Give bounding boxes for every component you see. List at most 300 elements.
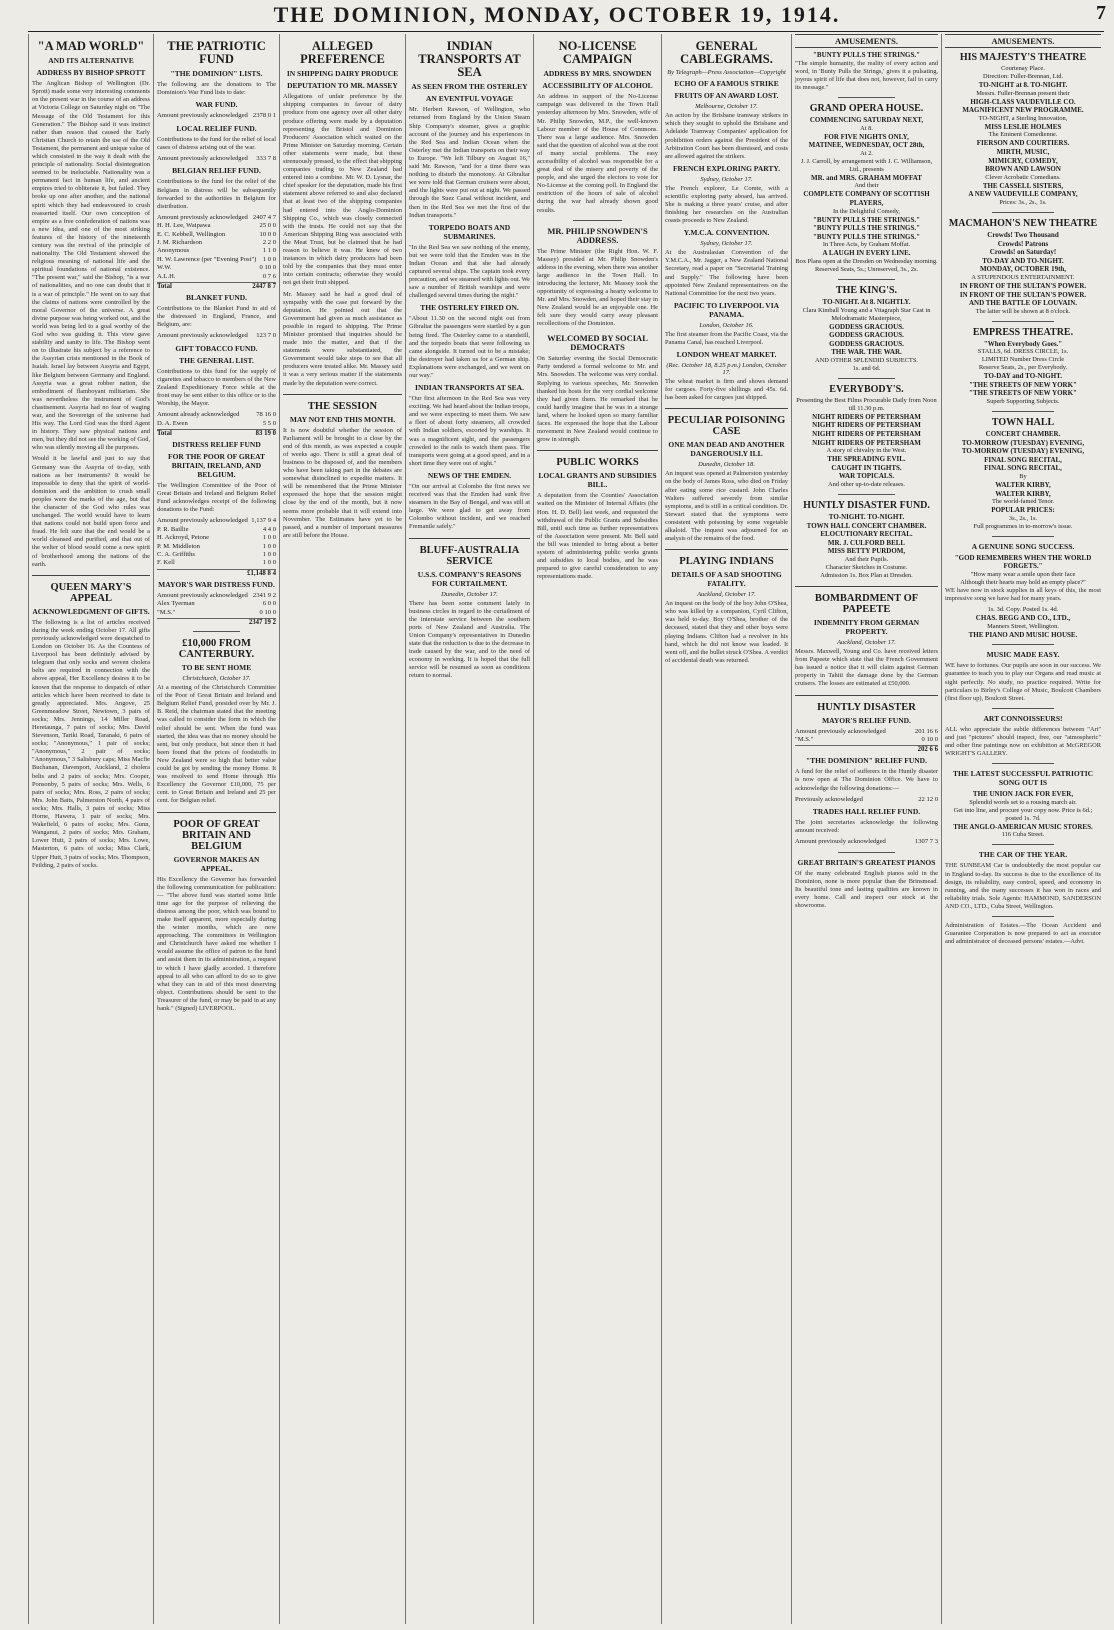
fund-label: Previously acknowledged <box>795 795 863 803</box>
article-body: At the Australasian Convention of the Y.M.C.A., Mr. Jagger, a New Zealand National Secretary, read a paper on "Secretarial Training and Supply." The following have been appointed New Zealand representatives on the National Committee for the next two years. <box>665 249 788 297</box>
divider <box>992 763 1054 764</box>
ad-title-car: THE CAR OF THE YEAR. <box>978 850 1068 860</box>
fund-label: Amount previously acknowledged <box>157 517 248 525</box>
fund-description: A fund for the relief of sufferers in the Huntly disaster is now open at The Dominion Office. We have to acknowledge the following donations:— <box>795 768 938 792</box>
ad-line: MISS BETTY PURDOM, <box>827 547 906 556</box>
subhead-indemnity: INDEMNITY FROM GERMAN PROPERTY. <box>813 618 920 637</box>
fund-label: Amount previously acknowledged <box>795 838 886 846</box>
headline-canterbury: £10,000 FROM CANTERBURY. <box>178 638 255 661</box>
ad-line: TOWN HALL CONCERT CHAMBER. <box>806 521 927 530</box>
divider <box>992 916 1054 917</box>
ad-title-patriotic-song: THE LATEST SUCCESSFUL PATRIOTIC SONG OUT IS <box>952 769 1094 788</box>
subhead-grants-bill: LOCAL GRANTS AND SUBSIDIES BILL. <box>538 471 657 490</box>
article-body: An inquest was opened at Palmerston yesterday on the body of James Ross, who died on Friday after eating some rice custard. John Charles Walters suffered severely from similar symptoms, and is still in a critical condition. Dr. Stewart stated that the symptoms were consistent with poisoning by some vegetable alkaloid. The inquest was adjourned for an analysis of the remains of the food. <box>665 470 789 543</box>
fund-total <box>157 429 276 437</box>
divider <box>795 695 938 696</box>
ad-title-song-success: A GENUINE SONG SUCCESS. <box>971 541 1075 551</box>
ad-body: ALL who appreciate the subtle differences between "Art" and just "pictures" should inspect, free, our "atmospheric" and other fine paintings now on exhibition at McGREGOR WRIGHT'S GALLERY. <box>945 725 1101 758</box>
ad-line: MATINEE, WEDNESDAY, OCT 28th, <box>808 141 925 150</box>
divider <box>665 549 788 550</box>
ad-line: TO-DAY AND TO-NIGHT. <box>982 256 1064 265</box>
ad-line: Full programmes in to-morrow's issue. <box>973 522 1073 530</box>
ad-line: MIMICRY, COMEDY, <box>988 156 1058 165</box>
subhead-sent-home: TO BE SENT HOME <box>181 663 252 673</box>
ad-line: WALTER KIRBY, <box>995 481 1051 490</box>
ad-line: CONCERT CHAMBER. <box>985 430 1061 439</box>
ad-title-music: MUSIC MADE EASY. <box>986 650 1060 660</box>
divider <box>992 844 1054 845</box>
tobacco-fund-subtitle: THE GENERAL LIST. <box>179 355 254 365</box>
fund-total <box>157 282 276 290</box>
fund-label: P. R. Baillie <box>157 525 189 533</box>
ad-line: "GOD REMEMBERS WHEN THE WORLD FORGETS." <box>954 553 1092 571</box>
fund-total-amount: 83 19 0 <box>255 430 276 438</box>
ad-line: Manners Street, Wellington. <box>987 622 1059 630</box>
divider <box>409 538 530 539</box>
ad-line: CAUGHT IN TIGHTS. <box>831 463 902 472</box>
article-body: "About 11.30 on the second night out from Gibraltar the passengers were startled by a gun being fired. The Osterley came to a standstill, and the torpedo boats that were following us came alongside. It turned out to be a mistake; the destroyer had taken us for a German ship. Explanations were exchanged, and we went on our way." <box>409 315 530 379</box>
article-body: Mr. Herbert Rawson, of Wellington, who returned from England by the Union Steam Ship Company's steamer, gives a graphic account of the journey and his experiences in the Red Sea and Indian Ocean when the Osterley met the Indian transports on their way to Europe. "We left Tilbury on August 16," said Mr. Rawson, "and for a time there was nothing to disturb the monotony. At Gibraltar we were told that German cruisers were about, and the lights were put out at night. We passed through the Suez Canal without incident, and then in the Red Sea we met the first of the Indian transports." <box>409 106 530 219</box>
ad-body: WE have now in stock supplies in all keys of this, the most impressive song we have had for many years. <box>945 587 1101 603</box>
fund-label: Amount previously acknowledged <box>795 727 886 735</box>
distress-fund-title: DISTRESS RELIEF FUND <box>172 440 261 450</box>
ad-line: HIGH-CLASS VAUDEVILLE CO. <box>970 97 1076 106</box>
fund-label: F. Kell <box>157 559 175 567</box>
fund-row <box>157 517 276 525</box>
headline-social-democrats: WELCOMED BY SOCIAL DEMOCRATS <box>547 333 648 353</box>
column-5 <box>533 34 661 1624</box>
fund-row <box>157 411 276 419</box>
fund-label: P. M. Middleton <box>157 542 200 550</box>
ad-title-grand-opera: GRAND OPERA HOUSE. <box>809 102 924 114</box>
fund-description: The joint secretaries acknowledge the following amount received: <box>795 819 938 835</box>
headline-philip-snowden: MR. PHILIP SNOWDEN'S ADDRESS. <box>547 225 648 245</box>
ad-line: 116 Cuba Street. <box>1001 831 1045 839</box>
ad-body: THE SUNBEAM Car is undoubtedly the most popular car in England to-day. Its success is due to the excellence of its design, its reliability, easy control, speed, and economy in running, and the many successes it has won in races and reliability trials. Sole Agents: HAMMOND, SANDERSON AND CO., LTD., Cuba Street, Wellington. <box>945 862 1101 910</box>
ad-line: ELOCUTIONARY RECITAL. <box>820 530 913 539</box>
fund-row <box>157 264 276 272</box>
ad-line: 3s., 2s., 1s. <box>1008 514 1038 522</box>
fund-row <box>157 559 276 567</box>
article-body: A deputation from the Counties' Association waited on the Minister of Internal Affairs (the Hon. H. D. Bell) last week, and requested the withdrawal of the Public Grants and Subsidies Bill, until such time as further representatives of the Association were present. Mr. Bell said the bill was intended to bring about a better system of administering public works grants and subsidies to local bodies, and he was prepared to give careful consideration to any representations made. <box>537 492 658 581</box>
headline-patriotic-fund: THE PATRIOTIC FUND <box>167 39 266 67</box>
fund-row <box>157 155 276 163</box>
local-relief-title: LOCAL RELIEF FUND. <box>176 123 257 133</box>
fund-row <box>157 600 276 608</box>
ad-patriotic-song <box>945 790 1101 839</box>
ad-line: TO-NIGHT at 8. TO-NIGHT. <box>978 81 1068 89</box>
fund-amount: 6 0 0 <box>262 600 276 608</box>
ad-line: TO-DAY and TO-NIGHT. <box>983 372 1063 381</box>
divider <box>838 852 895 853</box>
subhead-poisoning: ONE MAN DEAD AND ANOTHER DANGEROUSLY ILL <box>668 440 785 459</box>
fund-amount: 1 0 0 <box>262 551 276 559</box>
fund-total-amount: £1,148 8 4 <box>247 569 276 577</box>
fund-amount: 2378 0 1 <box>252 112 276 120</box>
subhead-dairy-produce: IN SHIPPING DAIRY PRODUCE <box>286 69 399 79</box>
fund-amount: 0 10 0 <box>921 735 938 743</box>
fund-amount: 1 0 0 <box>262 542 276 550</box>
fund-total-amount: 2347 19 2 <box>248 619 276 627</box>
dateline: London, October 16. <box>699 321 754 329</box>
ad-line: Clever Acrobatic Comedians. <box>985 173 1061 181</box>
column-4 <box>405 34 533 1624</box>
ad-line: NIGHT RIDERS OF PETERSHAM <box>812 412 921 421</box>
subhead-session: MAY NOT END THIS MONTH. <box>289 414 396 424</box>
dateline: Auckland, October 17. <box>697 591 756 599</box>
ad-line: IN FRONT OF THE SULTAN'S POWER. <box>959 281 1087 290</box>
ad-line: MIRTH, MUSIC, <box>996 147 1050 156</box>
dateline: Sydney, October 17. <box>700 175 753 183</box>
ad-line: Although their hearts may hold an empty place?" <box>960 579 1086 586</box>
headline-huntly-disaster: HUNTLY DISASTER <box>817 701 916 713</box>
fund-amount: 22 12 0 <box>918 795 938 803</box>
headline-poor-britain: POOR OF GREAT BRITAIN AND BELGIUM <box>173 818 260 852</box>
cable-subhead: FRUITS OF AN AWARD LOST. <box>674 91 779 101</box>
article-body: On Saturday evening the Social Democratic Party tendered a formal welcome to Mr. and Mrs. Snowden. The welcome was very cordial. Replying to various speeches, Mr. Snowden thanked his hosts for the very cordial welcome they had given them. He remarked that he could hardly imagine that he was in a strange land, where he looked upon so many familiar faces. He expressed the hope that the Labour movement in New Zealand would continue to grow in strength. <box>537 355 658 444</box>
ad-title-art: ART CONNOISSEURS! <box>983 713 1063 723</box>
cable-head: LONDON WHEAT MARKET. <box>676 350 777 360</box>
ad-line: FOR FIVE NIGHTS ONLY, <box>824 132 909 141</box>
article-body: His Excellency the Governor has forwarded the following communication for publication:— "The above fund was started some little time ago for the purpose of relieving the distress among the poor, which was bound to make itself apparent, more especially during the winter months, which are now approaching. The committees in Wellington and Christchurch have asked me whether I would assume the office of patron to the fund and assist them in its administration, a request to which I have gladly acceded. I therefore appeal to all who can afford to do so to give what they can in aid of this most deserving object. Contributions should be sent to the Treasurer of the fund, or may be paid in at any bank." (Signed) LIVERPOOL. <box>157 875 276 1013</box>
mayors-relief-title: MAYOR'S RELIEF FUND. <box>822 715 911 725</box>
subhead-curtailment: U.S.S. COMPANY'S REASONS FOR CURTAILMENT. <box>417 569 522 588</box>
ad-line: Superb Supporting Subjects. <box>986 398 1060 406</box>
dominion-relief-title: "THE DOMINION" RELIEF FUND. <box>806 756 927 766</box>
headline-queen-mary: QUEEN MARY'S APPEAL <box>50 581 132 604</box>
fund-row <box>157 420 276 428</box>
dateline: Christchurch, October 17. <box>182 675 251 683</box>
ad-his-majestys <box>945 65 1101 207</box>
ad-line: "BUNTY PULLS THE STRINGS." <box>813 224 920 233</box>
ad-line: MONDAY, OCTOBER 19th, <box>979 265 1067 274</box>
ad-line: Prices: 3s., 2s., 1s. <box>999 198 1047 206</box>
fund-description: Contributions to this fund for the supply of cigarettes and tobacco to members of the New Zealand Expeditionary Force while at the front may be sent either to this office or to the Worship, the Mayor. <box>157 367 276 408</box>
section-header-amusements: AMUSEMENTS. <box>795 34 938 48</box>
fund-row <box>157 543 276 551</box>
fund-row <box>157 526 276 534</box>
ad-line: MR. and MRS. GRAHAM MOFFAT <box>811 173 922 182</box>
fund-total <box>157 569 276 577</box>
fund-row <box>157 551 276 559</box>
article-body: Mr. Massey said he had a good deal of sympathy with the case put forward by the deputation. He pointed out that the Government had given as much assistance as possible in regard to shipping. The Prime Minister promised that inquiries should be made into the matter, and that if the statements were substantiated, the Government would take steps to see that all producers were treated alike. Mr. Massey said it was a very serious matter if the statements made by the deputation were correct. <box>283 290 402 387</box>
ad-line: NIGHT RIDERS OF PETERSHAM <box>812 430 921 439</box>
ad-everybodys <box>795 397 938 489</box>
ad-title-macmahons: MACMAHON'S NEW THEATRE <box>948 217 1098 229</box>
fund-row <box>157 222 276 230</box>
subhead-gifts: ACKNOWLEDGMENT OF GIFTS. <box>32 606 150 616</box>
fund-row <box>157 247 276 255</box>
article-body: An inquest on the body of the boy John O'Shea, who was killed by a companion, Cyril Clifton, was held to-day. Boy O'Shea, brother of the deceased, stated that they and other boys were playing Indians. Clifton had a revolver in his hand, which he did not know was loaded. It went off, and the bullet struck O'Shea. A verdict of accidental death was returned. <box>665 600 788 664</box>
subhead-alcohol: ACCESSIBILITY OF ALCOHOL <box>542 81 653 91</box>
page-number: 7 <box>1096 2 1106 24</box>
ad-quote: "The simple humanity, the reality of every action and word, in 'Bunty Pulls the Strings,' gives it a pulsating, joyous spirit of life that does not, however, fail to carry its message." <box>795 59 938 91</box>
headline-mad-world: "A MAD WORLD" <box>37 39 145 53</box>
headline-bluff-australia: BLUFF-AUSTRALIA SERVICE <box>419 544 520 567</box>
column-3 <box>279 34 405 1624</box>
fund-row <box>157 214 276 222</box>
fund-label: Amount already acknowledged <box>157 411 240 419</box>
fund-total-label: Total <box>157 283 172 291</box>
fund-total-label: Total <box>157 430 172 438</box>
fund-amount: 5 5 0 <box>262 419 276 427</box>
headline-papeete: BOMBARDMENT OF PAPEETE <box>814 593 919 616</box>
ad-macmahons <box>945 231 1101 316</box>
credit-line: By Telegraph—Press Association—Copyright <box>667 69 786 77</box>
ad-kings <box>795 298 938 373</box>
ad-line: THE ANGLO-AMERICAN MUSIC STORES. <box>953 822 1093 831</box>
column-2 <box>153 34 279 1624</box>
divider <box>992 212 1054 213</box>
ad-grand-opera <box>795 116 938 274</box>
headline-public-works: PUBLIC WORKS <box>556 457 639 469</box>
divider <box>838 97 895 98</box>
fund-amount: 1 0 0 <box>262 534 276 542</box>
ad-title-kings: THE KING'S. <box>835 284 898 296</box>
ad-line: Crowds! on Saturday! <box>989 248 1057 257</box>
fund-row <box>157 609 276 617</box>
ad-line: At 8. <box>860 124 873 132</box>
headline-alleged-preference: ALLEGED PREFERENCE <box>300 39 385 67</box>
ad-title-huntly-fund: HUNTLY DISASTER FUND. <box>803 500 930 512</box>
fund-description: The Wellington Committee of the Poor of Great Britain and Ireland and Belgium Relief Fund acknowledges receipt of the following donations to the Fund: <box>157 482 276 514</box>
ad-title-empress: EMPRESS THEATRE. <box>972 326 1074 338</box>
subhead-governor-appeal: GOVERNOR MAKES AN APPEAL. <box>173 854 260 873</box>
ad-line: NIGHT RIDERS OF PETERSHAM <box>812 421 921 430</box>
ad-line: Messrs. Fuller-Brennan present their <box>976 89 1070 97</box>
ad-title-his-majestys: HIS MAJESTY'S THEATRE <box>959 52 1087 63</box>
fund-row <box>795 736 938 744</box>
headline-session: THE SESSION <box>307 400 378 412</box>
ad-title: "BUNTY PULLS THE STRINGS." <box>813 51 920 59</box>
ad-title-everybodys: EVERYBODY'S. <box>829 383 904 395</box>
divider <box>838 494 895 495</box>
article-body: Messrs. Maxwell, Young and Co. have received letters from Papeete which state that the French Government has issued a notice that it will claim against German property in Tahiti the damage done by the German cruisers. The losses are estimated at £50,000. <box>795 648 938 688</box>
article-body: The Anglican Bishop of Wellington (Dr. Sprott) made some very interesting comments on the present war in the course of an address at Victoria College on Saturday night on "The Message of the Old Testament for this Generation." The Bishop said it was instinct rather than reason that caused the Early Christian Church to retain the use of the Old Testament, the permanent and unique value of which consisted in the way it dealt with the principle of nationality. Social disintegration seemed to be ineluctable. Nationality was a permanent fact in human life, and ancient empires tried to obliterate it, but failed. They broke up one after another, and the national spirit which they had endeavoured to crush reasserted itself. Our own conception of empire as a free confederation of nations was a new idea, and one of the most striking features of the history of the nineteenth century was the revival of the principle of nationality. The Old Testament showed the religious meaning of national life and the spiritual foundations of national existence. "The present war," said the Bishop, "is a war of nationalities, and no one can doubt that it is a war of principle." He went on to say that the claims of nations were controlled by the moral Governor of the universe. A great divine purpose was being worked out, and the world was being led to a goal worthy of the God who was guiding it. This view gave stability and sanity to life. The Bishop went on to illustrate his subject by a reference to the Assyrian crisis mentioned in the Book of Isaiah. Israel lay between Assyria and Egypt, like Belgium between Germany and England. Assyria was a great robber nation, the embodiment of flamboyant militarism. She was nevertheless the instrument of God's chastisement. Assyria had no fear of waging war, and the Sovereign of the universe had His way. The Lord God was the third Agent in history. They saw physical nations and men, but they did not see the working of God, who was silently moving all the purposes. <box>32 80 150 452</box>
fund-row <box>157 112 276 120</box>
ad-line: "How many wear a smile upon their face <box>970 571 1076 578</box>
ad-line: At 2. <box>860 149 873 157</box>
ad-body: Of the many celebrated English pianos sold in the Dominion, none is more popular than the Brinsmead. Its beautiful tone and lasting qualities are known in every home. Call and inspect our stock at the showrooms. <box>795 869 938 909</box>
column-7 <box>791 34 941 1624</box>
ad-line: CHAS. BEGG AND CO., LTD., <box>975 614 1071 623</box>
ad-line: AND OTHER SPLENDID SUBJECTS. <box>815 356 918 364</box>
divider <box>992 321 1054 322</box>
belgian-relief-title: BELGIAN RELIEF FUND. <box>172 166 261 176</box>
fund-amount: 123 7 0 <box>256 332 276 340</box>
ad-line: GODDESS GRACIOUS. <box>829 322 904 331</box>
ad-line: A STUPENDOUS ENTERTAINMENT. <box>971 273 1075 281</box>
subhead-deputation: DEPUTATION TO MR. MASSEY <box>287 81 398 91</box>
fund-label: Alex Tyerman <box>157 600 195 608</box>
fund-amount: 2 2 0 <box>262 239 276 247</box>
dateline: (Rec. October 18, 8.25 p.m.) London, October 17. <box>666 362 787 377</box>
crosshead: TORPEDO BOATS AND SUBMARINES. <box>428 222 511 241</box>
ad-line: Admission 1s. Box Plan at Dresden. <box>820 572 913 579</box>
ad-line: THE WAR. THE WAR. <box>831 348 902 357</box>
ad-line: J. J. Carroll, by arrangement with J. C. Williamson, Ltd., presents <box>800 157 933 173</box>
ad-empress <box>945 340 1101 406</box>
article-body: The wheat market is firm and shows demand for cargoes. Forty-five shillings and 45s. 6d. has been asked for cargoes just shipped. <box>665 378 788 402</box>
ad-line: THE UNION JACK FOR EVER, <box>972 790 1074 799</box>
divider <box>32 575 150 576</box>
masthead-title: THE DOMINION, MONDAY, OCTOBER 19, 1914. <box>273 2 841 27</box>
headline-cablegrams: GENERAL CABLEGRAMS. <box>680 39 773 67</box>
dateline: Dunedin, October 17. <box>441 590 498 598</box>
headline-poisoning: PECULIAR POISONING CASE <box>667 415 786 438</box>
ad-line: Direction: Fuller-Brennan, Ltd. <box>982 73 1064 80</box>
article-body: Would it be lawful and just to say that Germany was the Assyria of to-day, with nations as her instruments? It would be impossible to deny that the spirit of world-dominion and the ambition to crush small peoples were the marks of the age, but that the character of the God who rules was unchanged. The world would have to learn that nations could not build upon force and fraud. He felt sure that the end would be a world cleansed and purified, and that out of the welter of blood would come a new spirit of brotherhood among the nations of the earth. <box>32 455 150 568</box>
fund-amount: 333 7 8 <box>256 155 276 163</box>
ad-line: And their <box>854 182 879 190</box>
fund-label: Amount previously acknowledged <box>157 155 248 163</box>
fund-amount: 4 4 0 <box>262 525 276 533</box>
fund-amount: 1 1 0 <box>262 247 276 255</box>
ad-line: The latter will be shown at 8 o'clock. <box>975 307 1071 315</box>
blanket-fund-title: BLANKET FUND. <box>185 293 248 303</box>
ad-line: GODDESS GRACIOUS. <box>829 331 904 340</box>
article-body: It is now doubtful whether the session of Parliament will be brought to a close by the end of this month, as was expected a couple of weeks ago. There is still a great deal of business to be disposed of, and the members who have been taking part in the debates are somewhat disinclined to expedite matters. It will be remembered that the Prime Minister expressed the hope that the session might close by the end of the month, but it now seems more probable that it will extend into November. The Estimates have yet to be passed, and a number of important measures are still before the House. <box>283 426 402 539</box>
ad-line: BROWN AND LAWSON <box>985 165 1061 174</box>
ad-line: TO-NIGHT. TO-NIGHT. <box>828 513 905 522</box>
subhead-eventful-voyage: AN EVENTFUL VOYAGE <box>426 94 513 104</box>
fund-amount: 2341 9 2 <box>252 591 276 599</box>
fund-label: W.W. <box>157 264 172 272</box>
article-body: An address in support of the No-License campaign was delivered in the Town Hall yesterday afternoon by Mrs. Snowden, wife of Mr. Philip Snowden, M.P., the well-known Labour member of the House of Commons. There was a large audience. Mrs. Snowden said that the question of alcohol was at the root of many social problems. The easy accessibility of alcohol was responsible for a great deal of the misery and poverty of the people, and she urged the electors to vote for No-License at the coming poll. In England the restriction of the hours of sale of alcohol during the war had already shown good results. <box>537 93 658 214</box>
column-8 <box>941 34 1104 1624</box>
divider <box>992 411 1054 412</box>
ad-line: The world-famed Tenor. <box>991 498 1055 506</box>
ad-line: 1s. and 6d. <box>852 364 881 372</box>
fund-amount: 1,137 9 4 <box>251 517 276 525</box>
fund-label: H. Ackroyd, Petone <box>157 534 210 542</box>
fund-row <box>795 796 938 804</box>
ad-line: LIMITED Number Dress Circle <box>981 356 1065 364</box>
ad-line: "THE STREETS OF NEW YORK" <box>969 389 1077 398</box>
article-body: The Prime Minister (the Right Hon. W. F. Massey) presided at Mr. Philip Snowden's address in the evening, when there was another large audience in the Town Hall. In introducing the lecturer, Mr. Massey took the opportunity of expressing a hearty welcome to Mr. and Mrs. Snowden, and hoped their stay in New Zealand would be an enjoyable one. He felt sure they would carry away pleasant recollections of the Dominion. <box>537 247 658 328</box>
fund-row <box>157 256 276 264</box>
article-body: There has been some comment lately in business circles in regard to the curtailment of the interstate service between the southern ports of New Zealand and Australia. The Union Company's representatives in Dunedin state that the reduction is due to the decrease in trade caused by the war, and to the need of economy in working. It is hoped that the full service will be resumed as soon as conditions return to normal. <box>409 599 530 680</box>
article-body: An action by the Brisbane tramway strikers in which they sought to uphold the Brisbane and Adelaide Tramway Companies' application for prohibition orders against the President of the Arbitration Court has been dismissed, and costs are allowed against the strikers. <box>665 112 788 160</box>
fund-amount: 0 10 0 <box>259 264 276 272</box>
ad-line: TO-MORROW (TUESDAY) EVENING, <box>961 438 1085 447</box>
fund-description: Contributions to the Blanket Fund in aid of the distressed in England, France, and Belgium, are: <box>157 305 276 329</box>
ad-line: THE SPREADING EVIL. <box>827 455 906 464</box>
ad-line: Crowds! Two Thousand <box>987 230 1059 239</box>
ad-line: Character Sketches in Costume. <box>825 564 908 571</box>
war-fund-title: WAR FUND. <box>195 100 238 110</box>
fund-row <box>157 239 276 247</box>
cable-head: ECHO OF A FAMOUS STRIKE <box>674 79 779 89</box>
ad-line: "THE STREETS OF NEW YORK" <box>969 380 1077 389</box>
ad-body: WE have to fortunes. Our pupils are soon in our success. We guarantee to teach you to play our Organs and read music at sight perfectly. No study, no practice required. Write for particulars to Birley's College of Music, Boulcott Chambers (first floor up), Boulcott Street. <box>945 662 1101 702</box>
fund-amount: 0 10 0 <box>259 608 276 616</box>
crosshead: THE OSTERLEY FIRED ON. <box>420 303 519 313</box>
fund-total <box>795 745 938 753</box>
ad-line: Get into line, and procure your copy now. Price is 6d.; posted 1s. 7d. <box>953 806 1093 822</box>
article-body: Allegations of unfair preference by the shipping companies in favour of dairy produce from one agency over all other dairy produce offering were made by a deputation representing the Bristol and Dominion Producers' Association which waited on the Prime Minister on Saturday morning. Certain other statements were made, but these strenuously pressed, to the effect that shipping companies trading to New Zealand had entered into a combine. Mr. W. D. Lysnar, the chief speaker for the deputation, made his first statement above referred to and also declared that at least two of the shipping companies had entered into the Anglo-Dominion Shipping Co., which was closely connected with the trusts. He could not say that the American Shipping Ring was associated with the Meat Trust, but he claimed that he had reason to believe it was. He knew of two instances in which dairy producers had been told by the companies that they must enter into certain contracts; otherwise they would not get their fruit shipped. <box>283 93 402 287</box>
ad-line: MISS LESLIE HOLMES <box>984 122 1062 131</box>
ad-line: MAGNIFICENT NEW PROGRAMME. <box>962 106 1084 115</box>
fund-label: "M.S." <box>157 608 176 616</box>
divider <box>795 586 938 587</box>
byline-bishop: ADDRESS BY BISHOP SPROTT <box>36 68 146 78</box>
fund-amount: 25 0 0 <box>259 222 276 230</box>
fund-label: J. M. Richardson <box>157 239 203 247</box>
ad-line: "When Everybody Goes." <box>983 339 1063 348</box>
masthead-rule <box>28 31 1104 32</box>
article-body: The French explorer, Le Comte, with a scientific exploring party aboard, has arrived. She is making a three years' cruise, and after finishing her researches on the Australian coasts proceeds to New Zealand. <box>665 184 788 225</box>
dateline: Auckland, October 17. <box>837 639 896 647</box>
fund-label: Amount previously acknowledged <box>157 112 248 120</box>
divider <box>573 220 621 221</box>
ad-line: AND THE BATTLE OF LOUVAIN. <box>968 299 1078 308</box>
crosshead: NEWS OF THE EMDEN. <box>427 470 512 480</box>
subhead-dominion-lists: "THE DOMINION" LISTS. <box>170 69 263 79</box>
fund-amount: 10 0 0 <box>259 230 276 238</box>
ad-line: GODDESS GRACIOUS. <box>829 339 904 348</box>
divider <box>838 279 895 280</box>
masthead <box>0 0 1114 30</box>
divider <box>665 408 788 409</box>
ad-line: STALLS, 6d. DRESS CIRCLE, 1s. <box>977 348 1069 356</box>
ad-huntly-recital <box>795 513 938 580</box>
fund-amount: 1 0 0 <box>262 559 276 567</box>
fund-label: H. H. Lee, Waipawa <box>157 222 211 230</box>
article-body: The first steamer from the Pacific Coast, via the Panama Canal, has reached Liverpool. <box>665 330 788 346</box>
ad-line: FINAL SONG RECITAL, <box>984 455 1062 464</box>
divider <box>992 536 1054 537</box>
ad-line: And other up-to-date releases. <box>827 481 905 489</box>
fund-total-amount: 202 6 6 <box>917 746 938 754</box>
fund-row <box>157 231 276 239</box>
ad-title-town-hall: TOWN HALL <box>991 417 1055 429</box>
ad-line: COMPLETE COMPANY OF SCOTTISH PLAYERS, <box>803 190 930 207</box>
mayors-fund-title: MAYOR'S WAR DISTRESS FUND. <box>158 579 275 589</box>
divider <box>157 812 276 813</box>
ad-line: Splendid words set to a rousing march air. <box>969 798 1077 806</box>
ad-line: And their Pupils. <box>844 556 889 563</box>
fund-label: E. C. Kebbell, Wellington <box>157 230 226 238</box>
ad-line: MR. J. CULFORD BELL <box>827 538 906 547</box>
fund-label: H. W. Lawrence (per "Evening Post") <box>157 255 257 263</box>
ad-line: The Eminent Comedienne. <box>988 131 1058 139</box>
column-1 <box>28 34 153 1624</box>
fund-amount: 1307 7 3 <box>914 838 938 846</box>
ad-line: A story of chivalry in the West. <box>826 447 907 455</box>
article-body: At a meeting of the Christchurch Committee of the Poor of Great Britain and Ireland and Belgium Relief Fund, presided over by Mr. J. B. Reid, the chairman stated that the meeting was called to consider the form in which the relief should be sent. When the fund was started, the idea was that no money should be sent, but only produce, but since then it had been found that the prices of foodstuffs in New Zealand were so high that better value could be got by sending the money Home. It was resolved to send Home through His Excellency the Governor £10,000, 75 per cent. to Great Britain and Ireland and 25 per cent. for Belgian relief. <box>157 684 276 805</box>
ad-title-pianos: GREAT BRITAIN'S GREATEST PIANOS <box>797 857 936 867</box>
ad-line: POPULAR PRICES: <box>991 506 1055 515</box>
ad-line: FIERSON AND COURTIERS. <box>976 139 1070 148</box>
subhead-alternative: AND ITS ALTERNATIVE <box>48 56 134 66</box>
crosshead: INDIAN TRANSPORTS AT SEA. <box>415 383 524 393</box>
divider <box>838 378 895 379</box>
dateline: Dunedin, October 18. <box>698 461 755 469</box>
ad-line: THE CASSELL SISTERS, <box>982 181 1064 190</box>
cable-head: Y.M.C.A. CONVENTION. <box>683 228 770 238</box>
ad-line: WAR TOPICALS. <box>838 472 895 481</box>
subhead-osterley: AS SEEN FROM THE OSTERLEY <box>411 82 528 92</box>
fund-description: Contributions to the fund for the relief of local cases of distress arising out of the war. <box>157 135 276 151</box>
fund-label: "M.S." <box>795 735 814 743</box>
divider <box>992 708 1054 709</box>
ad-line: TO-MORROW (TUESDAY) EVENING, <box>961 447 1085 456</box>
fund-amount: 201 16 6 <box>914 727 938 735</box>
fund-amount: 2407 4 7 <box>252 213 276 221</box>
ad-line: FINAL SONG RECITAL, <box>984 464 1062 473</box>
fund-amount: 1 0 0 <box>262 255 276 263</box>
